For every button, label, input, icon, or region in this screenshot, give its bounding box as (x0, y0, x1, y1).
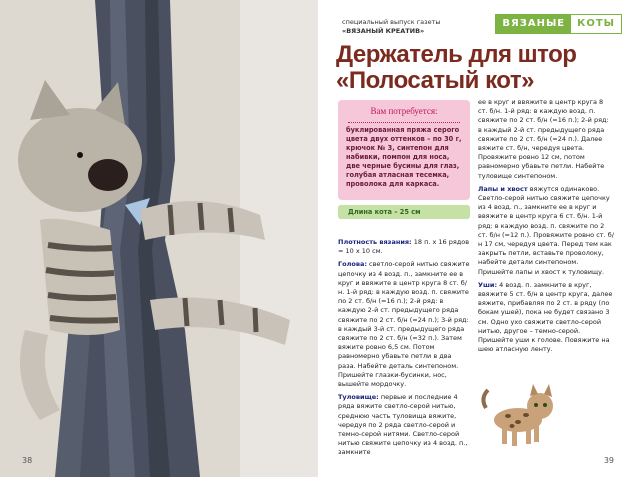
title-line1: Держатель для штор (336, 41, 577, 68)
text-column-b (478, 98, 614, 358)
body-continued: ее в круг и ввяжите в центр круга 8 ст. б/н. 1-й ряд: в каждую возд. п. свяжите по 2 ст. б/н (=16 п.); 2-й ряд: в каждый 2-й ст. предыдущего ряда свяжите по 2 ст. б/н (=24 п.). Далее вяжите ст. б/н, чередуя цвета. Провяжите ровно 12 см, потом равномерно убавьте петли. Набейте туловище синтепоном. (478, 98, 609, 180)
density-label: Плотность вязания: (338, 238, 412, 246)
ears-paragraph (478, 281, 614, 355)
paws-text: вяжутся одинаково. Светло-серой нитью свяжите цепочку из 4 возд. п., замкните ее в круг и ввяжите в центр круга 6 ст. б/н. 1-й ряд: в каждую возд. п. свяжите по 2 ст. б/н (=12 п.). Провяжите ровно ст. б/н 17 см, чередуя цвета. Перед тем как закрыть петли, вставьте проволоку, набейте детали синтепоном. Пришейте лапы и хвост к туловищу. (478, 184, 614, 276)
title-line2: «Полосатый кот» (336, 67, 534, 94)
ears-text: 4 возд. п. замкните в круг, ввяжите 5 ст. б/н в центр круга, далее вяжите, прибавляя по 2 ст. в ряду (по бокам ушей), пока не будет связано 3 см. Одно ухо свяжите светло-серой нитью, другое – темно-серой. Пришейте уши к голове. Повяжите на шею атласную ленту. (478, 280, 613, 354)
magazine-header (342, 18, 441, 36)
density-text: 18 п. х 16 рядов = 10 х 10 см. (338, 238, 470, 256)
section-brand (495, 14, 622, 34)
head-label: Голова: (338, 260, 367, 269)
head-text: светло-серой нитью свяжите цепочку из 4 возд. п., замкните ее в круг и ввяжите в центр круга 8 ст. б/н. 1-й ряд: в каждую возд. п. свяжите по 2 ст. б/н (=16 п.); 2-й ряд: в каждую 2-й ст. предыдущего ряда свяжите по 2 ст. б/н (=24 п.); 3-й ряд: в каждый 3-й ст. предыдущего ряда свяжите по 2 ст. б/н (=32 п.). Затем вяжите ровно 6,5 см. Потом равномерно убавьте петли в два раза. Набейте деталь синтепоном. Пришейте глазки-бусинки, нос, вышейте мордочку. (338, 260, 470, 389)
article-title (336, 42, 626, 94)
text-column-a (338, 238, 470, 462)
materials-box (338, 100, 470, 200)
materials-text: буклированная пряжа серого цвета двух оттенков – по 30 г, крючок № 3, синтепон для набивки, помпон для носа, две черные бусины для глаз, голубая атласная тесемка, проволока для каркаса. (346, 126, 462, 188)
paws-paragraph (478, 185, 614, 277)
brand-part1: ВЯЗАНЫЕ (496, 15, 571, 33)
head-paragraph (338, 260, 470, 389)
length-box (338, 205, 470, 219)
page-number-left: 38 (22, 456, 33, 465)
header-line2: «ВЯЗАНЫЙ КРЕАТИВ» (342, 27, 425, 35)
header-line1: специальный выпуск газеты (342, 18, 441, 26)
density-paragraph (338, 238, 470, 256)
page-number-right: 39 (603, 456, 614, 465)
length-text: Длина кота – 25 см (348, 208, 421, 216)
kitten-illustration (478, 378, 566, 450)
ears-label: Уши: (478, 280, 498, 289)
body-text: первые и последние 4 ряда вяжите светло-серой нитью, среднюю часть туловища вяжите, чередуя по 2 ряда светло-серой и темно-серой нитями. Светло-серой нитью свяжите цепочку из 4 возд. п., замкните (338, 393, 468, 457)
text-page (318, 0, 636, 477)
materials-heading: Вам потребуется: (370, 106, 438, 116)
brand-part2: КОТЫ (571, 15, 621, 33)
paws-label: Лапы и хвост (478, 184, 528, 193)
materials-divider (348, 122, 460, 123)
body-label: Туловище: (338, 393, 379, 402)
body-paragraph (338, 393, 470, 457)
